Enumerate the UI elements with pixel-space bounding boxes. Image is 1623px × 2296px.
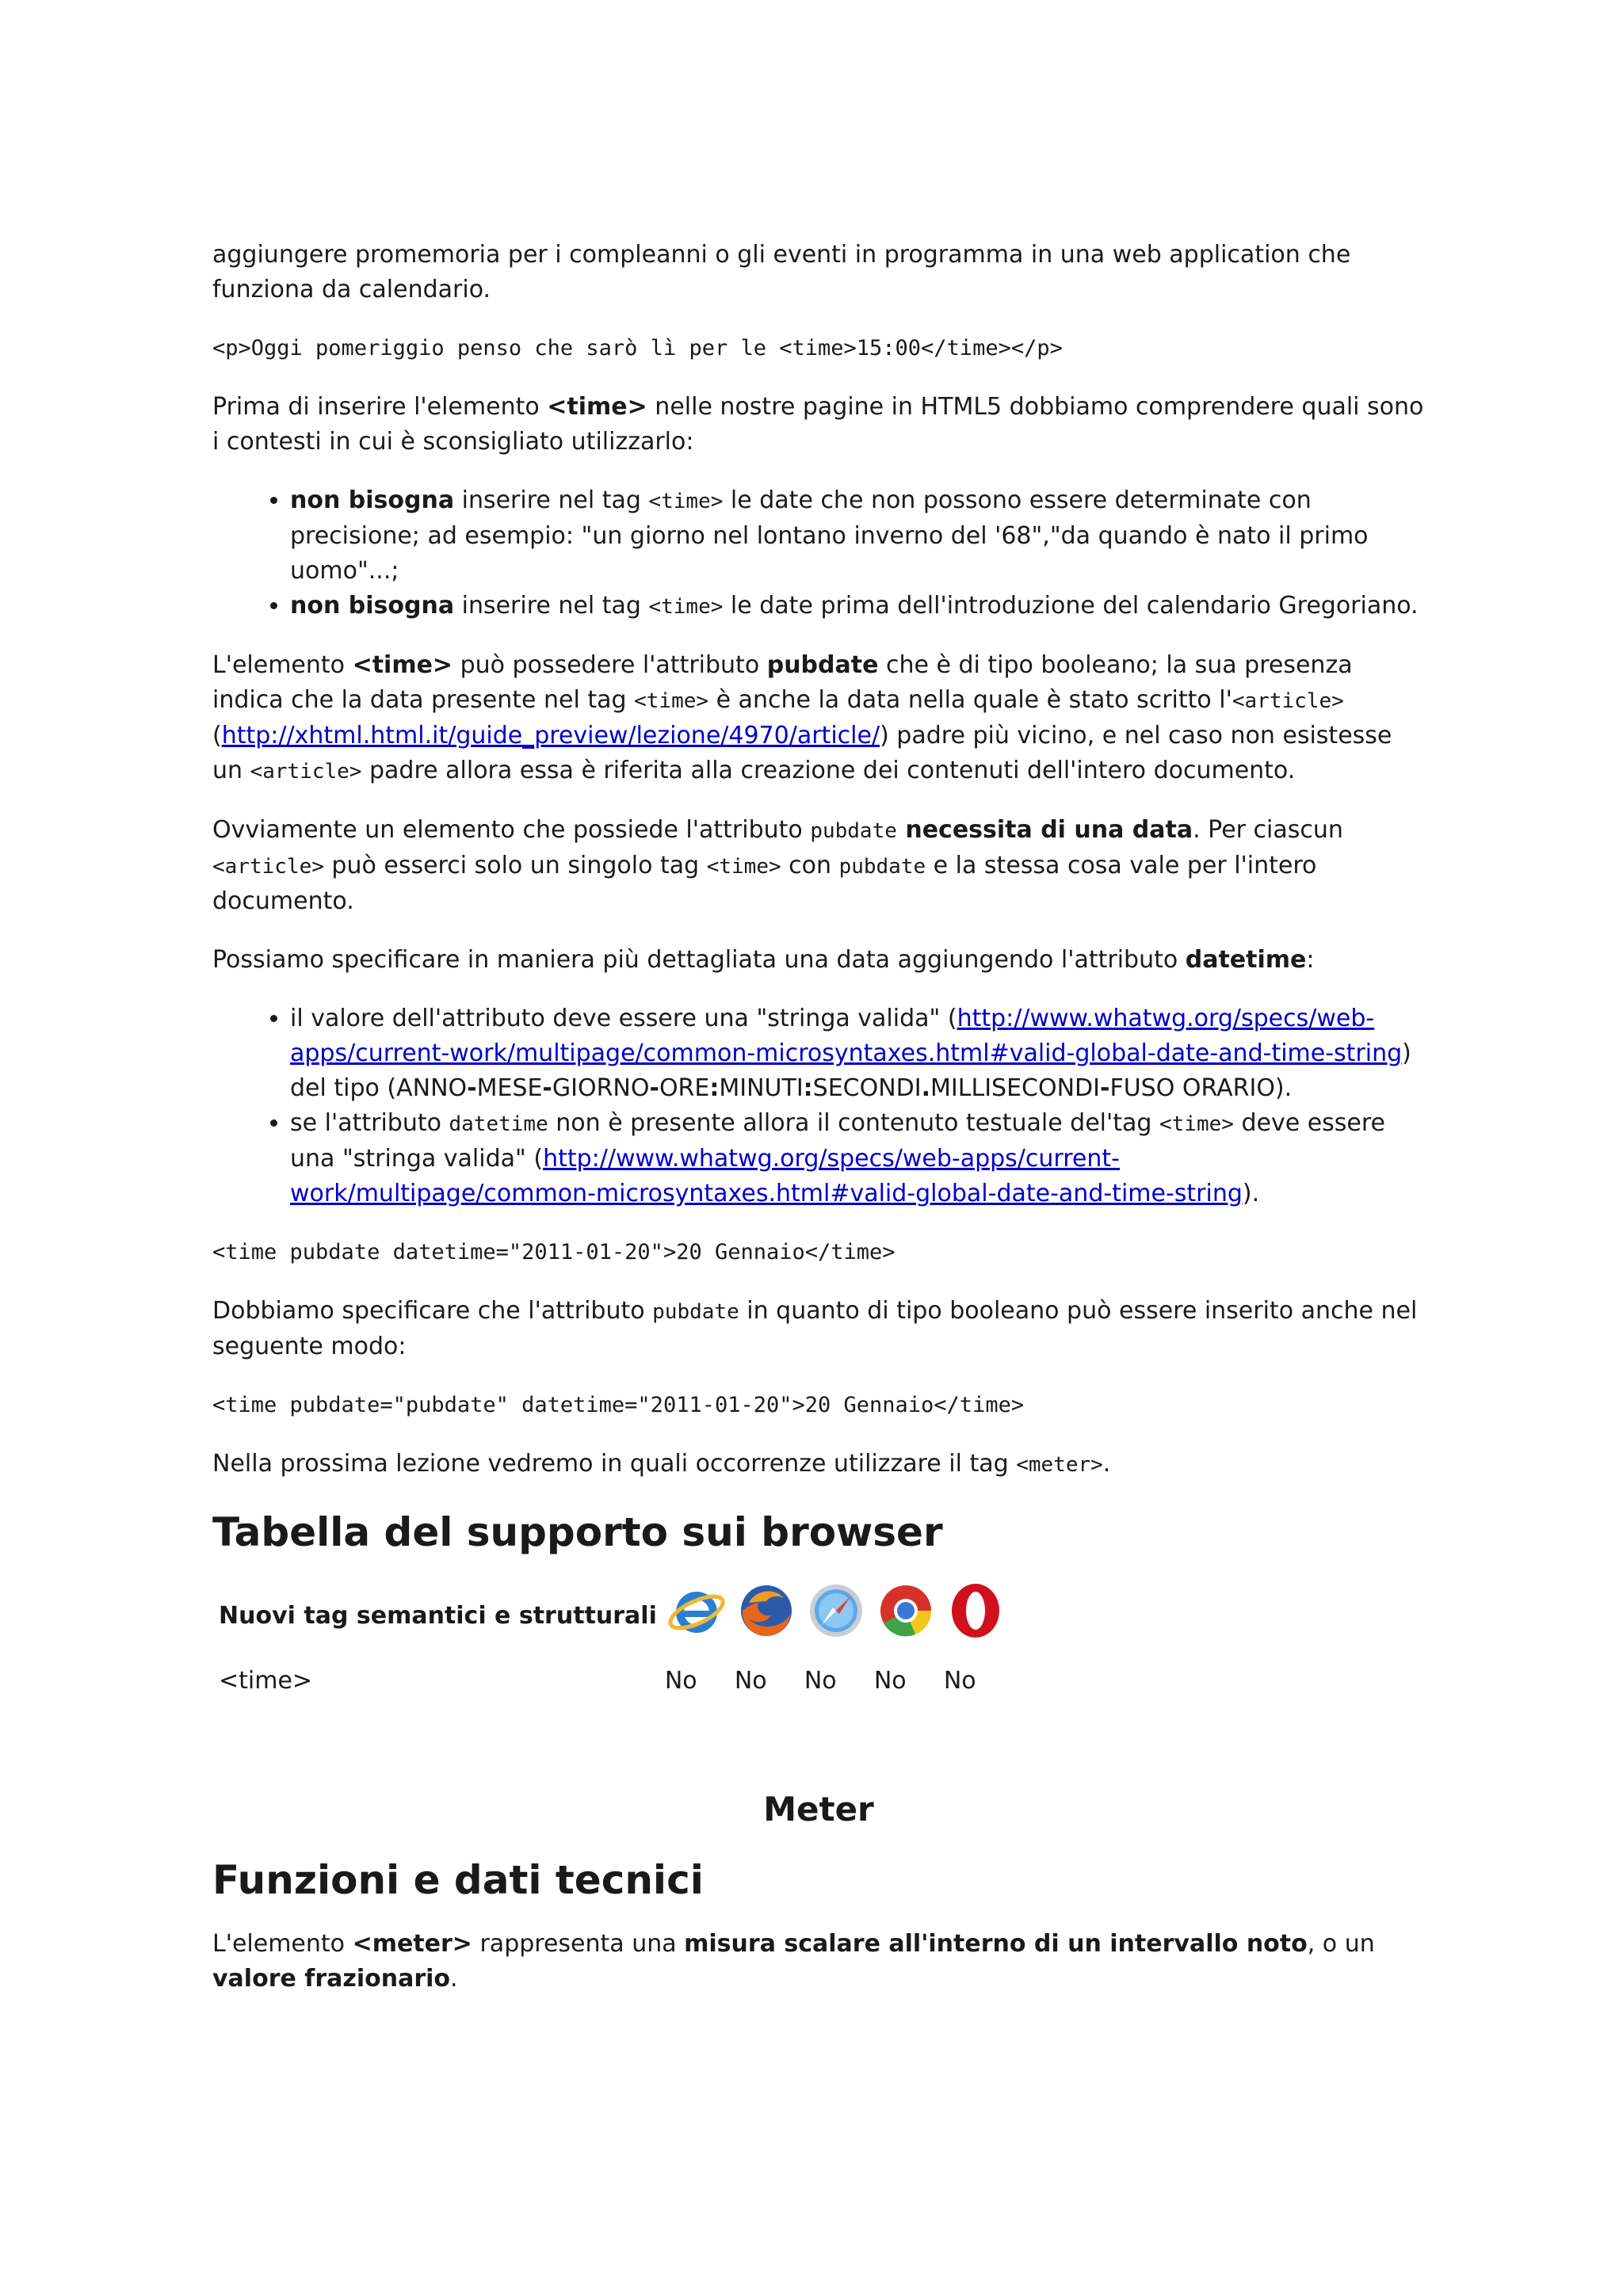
paragraph-next-lesson: Nella prossima lezione vedremo in quali occorrenze utilizzare il tag <meter>. [212,1450,1111,1478]
internet-explorer-icon [665,1579,735,1653]
paragraph-pubdate-needs-date: Ovviamente un elemento che possiede l'attributo pubdate necessita di una data. Per ciascun <article> può esserci solo un singolo tag <time> con pubdate e la stessa cosa vale per l'intero documento. [212,816,1343,915]
code-example-2: <time pubdate datetime="2011-01-20">20 Gennaio</time> [212,1240,896,1264]
support-value-ie: No [664,1667,697,1695]
code-example-3: <time pubdate="pubdate" datetime="2011-01-20">20 Gennaio</time> [212,1393,1025,1417]
table-header-label: Nuovi tag semantici e strutturali [219,1601,657,1630]
section-title-meter: Meter [763,1790,874,1829]
document-page [212,238,1425,2020]
heading-browser-support: Tabella del supporto sui browser [212,1509,943,1555]
paragraph-context: Prima di inserire l'elemento <time> nelle nostre pagine in HTML5 dobbiamo comprendere quali sono i contesti in cui è sconsigliato utilizzarlo: [212,393,1424,456]
firefox-icon [735,1579,804,1653]
table-header-row [212,1579,1014,1653]
chrome-icon [874,1579,944,1653]
whatwg-spec-link-1[interactable]: http://www.whatwg.org/specs/web-apps/current-work/multipage/common-microsyntaxes.html#valid-global-date-and-time-string [290,1005,1403,1067]
list-item: • se l'attributo datetime non è presente allora il contenuto testuale del'tag <time> deve essere una "stringa valida" (http://www.whatwg.org/specs/web-apps/current-work/multipage/common-microsyntaxes.html#valid-global-date-and-time-string). [290,1106,1425,1211]
paragraph-pubdate: L'elemento <time> può possedere l'attributo pubdate che è di tipo booleano; la sua presenza indica che la data presente nel tag <time> è anche la data nella quale è stato scritto l'<article>(http://xhtml.html.it/guide_preview/lezione/4970/article/) padre più vicino, e nel caso non esistesse un <article> padre allora essa è riferita alla creazione dei contenuti dell'intero documento. [212,651,1392,784]
heading-technical-data: Funzioni e dati tecnici [212,1857,704,1903]
paragraph-boolean: Dobbiamo specificare che l'attributo pubdate in quanto di tipo booleano può essere inserito anche nel seguente modo: [212,1297,1418,1360]
whatwg-spec-link-2[interactable]: http://www.whatwg.org/specs/web-apps/current-work/multipage/common-microsyntaxes.html#valid-global-date-and-time-string [290,1145,1243,1207]
support-value-safari: No [804,1667,837,1695]
list-datetime-rules [212,1001,1425,1211]
article-lesson-link[interactable]: http://xhtml.html.it/guide_preview/lezione/4970/article/ [221,722,880,749]
table-row-label: <time> [219,1667,313,1695]
list-item: • il valore dell'attributo deve essere una "stringa valida" (http://www.whatwg.org/specs/web-apps/current-work/multipage/common-microsyntaxes.html#valid-global-date-and-time-string) del tipo (ANNO-MESE-GIORNO-ORE:MINUTI:SECONDI.MILLISECONDI-FUSO ORARIO). [290,1001,1425,1106]
browser-support-table [212,1579,1014,1699]
opera-icon [944,1579,1014,1653]
list-item: • non bisogna inserire nel tag <time> le date che non possono essere determinate con precisione; ad esempio: "un giorno nel lontano inverno del '68","da quando è nato il primo uomo"...; [290,483,1425,589]
support-value-firefox: No [734,1667,767,1695]
table-row [212,1653,1014,1699]
paragraph-meter: L'elemento <meter> rappresenta una misura scalare all'interno di un intervallo noto, o un valore frazionario. [212,1930,1375,1993]
support-value-opera: No [943,1667,976,1695]
code-example-1: <p>Oggi pomeriggio penso che sarò lì per le <time>15:00</time></p> [212,336,1063,360]
list-restrictions [212,483,1425,624]
safari-icon [804,1579,874,1653]
paragraph-intro: aggiungere promemoria per i compleanni o gli eventi in programma in una web application che funziona da calendario. [212,241,1351,303]
paragraph-datetime: Possiamo specificare in maniera più dettagliata una data aggiungendo l'attributo datetime: [212,946,1315,974]
list-item: • non bisogna inserire nel tag <time> le date prima dell'introduzione del calendario Gregoriano. [290,589,1425,624]
support-value-chrome: No [873,1667,907,1695]
